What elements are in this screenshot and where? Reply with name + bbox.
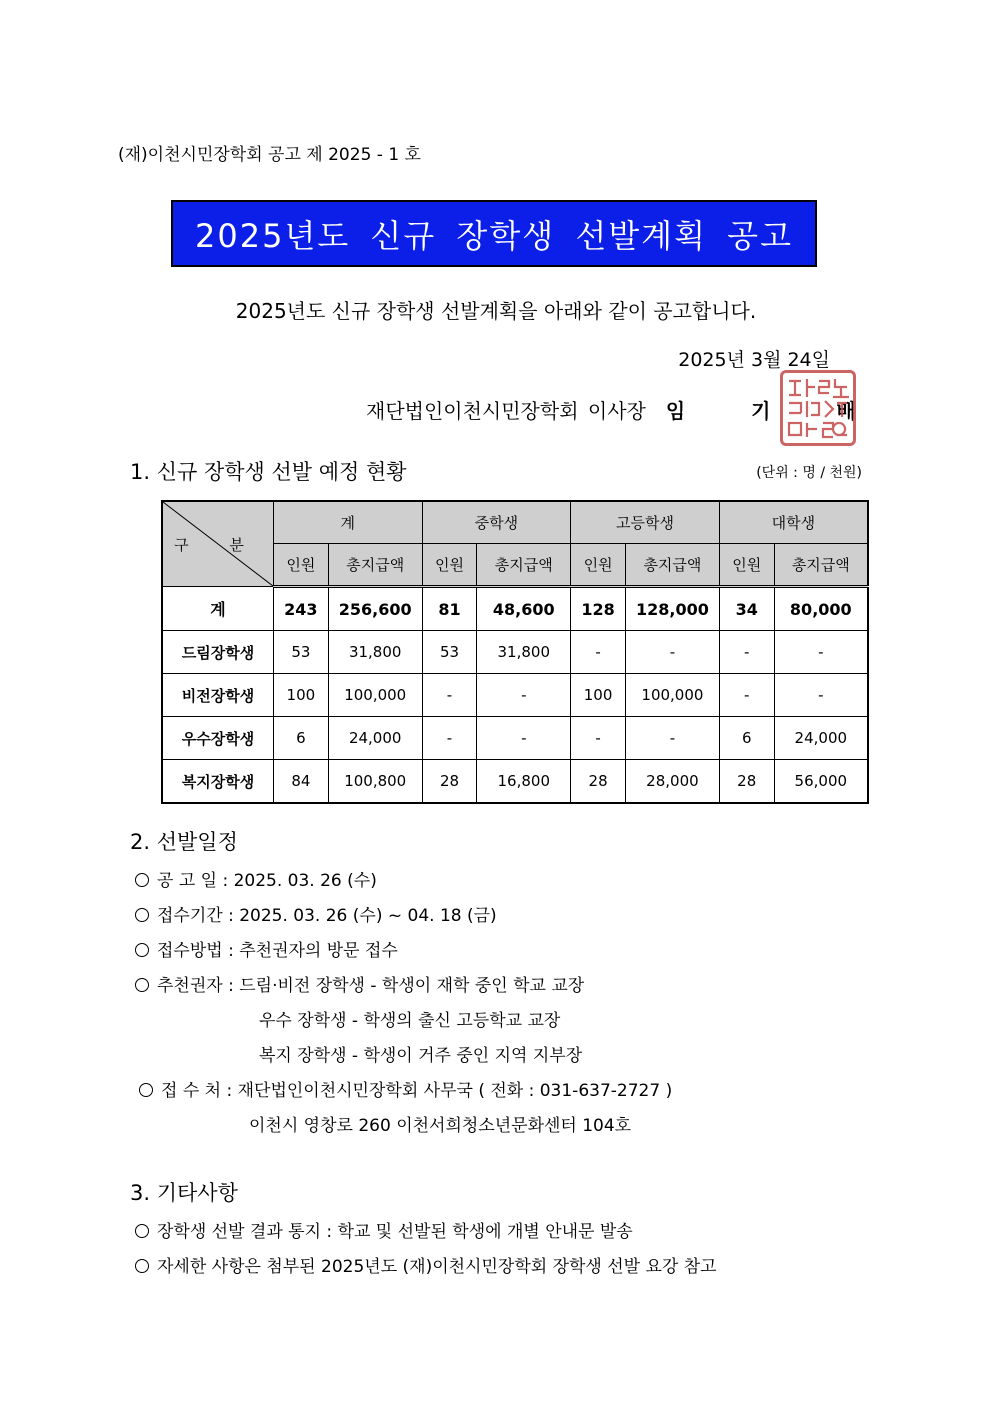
section3-heading: 3. 기타사항 (130, 1181, 238, 1205)
table-row (162, 631, 868, 674)
circle-bullet-icon (135, 1259, 149, 1273)
table-cell: 81 (422, 587, 477, 631)
row-label: 드림장학생 (162, 631, 273, 674)
official-seal-icon (780, 370, 856, 446)
sub-header: 인원 (273, 544, 328, 587)
table-cell: 53 (273, 631, 328, 674)
table-cell: 100 (273, 674, 328, 717)
table-cell: 53 (422, 631, 477, 674)
table-row (162, 674, 868, 717)
table-cell: 100,800 (328, 760, 422, 804)
section1-heading: 1. 신규 장학생 선발 예정 현황 (130, 460, 407, 484)
table-cell: 48,600 (477, 587, 571, 631)
sub-header: 총지급액 (328, 544, 422, 587)
sub-header: 총지급액 (626, 544, 720, 587)
table-cell: 100,000 (626, 674, 720, 717)
schedule-list (135, 864, 672, 1144)
list-item-continuation: 복지 장학생 - 학생이 거주 중인 지역 지부장 (259, 1046, 583, 1066)
section2-heading: 2. 선발일정 (130, 830, 238, 854)
page-title: 2025년도 신규 장학생 선발계획 공고 (171, 200, 817, 267)
table-cell: - (626, 717, 720, 760)
table-row (162, 760, 868, 804)
table-cell: 16,800 (477, 760, 571, 804)
table-cell: 28 (422, 760, 477, 804)
table-cell: - (477, 674, 571, 717)
row-label: 복지장학생 (162, 760, 273, 804)
table-cell: 256,600 (328, 587, 422, 631)
table-cell: 6 (719, 717, 774, 760)
misc-list (135, 1215, 717, 1285)
table-cell: - (719, 631, 774, 674)
table-cell: - (774, 674, 868, 717)
corner-label: 구 분 (174, 535, 262, 554)
table-cell: - (571, 717, 626, 760)
table-cell: 100 (571, 674, 626, 717)
sub-header: 인원 (719, 544, 774, 587)
group-header: 고등학생 (571, 501, 720, 544)
sub-header: 총지급액 (774, 544, 868, 587)
circle-bullet-icon (135, 873, 149, 887)
table-cell: 31,800 (477, 631, 571, 674)
table-cell: 28 (719, 760, 774, 804)
table-cell: - (719, 674, 774, 717)
list-item: 장학생 선발 결과 통지 : 학교 및 선발된 학생에 개별 안내문 발송 (135, 1215, 717, 1250)
table-row (162, 717, 868, 760)
circle-bullet-icon (139, 1083, 153, 1097)
circle-bullet-icon (135, 978, 149, 992)
table-cell: - (422, 674, 477, 717)
intro-text: 2025년도 신규 장학생 선발계획을 아래와 같이 공고합니다. (235, 299, 757, 323)
list-item-continuation: 우수 장학생 - 학생의 출신 고등학교 교장 (259, 1011, 561, 1031)
table-cell: 243 (273, 587, 328, 631)
table-cell: 84 (273, 760, 328, 804)
table-cell: 31,800 (328, 631, 422, 674)
list-item: 접수기간 : 2025. 03. 26 (수) ~ 04. 18 (금) (135, 899, 672, 934)
table-cell: 28,000 (626, 760, 720, 804)
sub-header: 인원 (571, 544, 626, 587)
circle-bullet-icon (135, 943, 149, 957)
scholarship-table (161, 500, 869, 804)
list-item: 추천권자 : 드림·비전 장학생 - 학생이 재학 중인 학교 교장 (135, 969, 672, 1004)
table-cell: - (774, 631, 868, 674)
table-cell: - (422, 717, 477, 760)
unit-label: (단위 : 명 / 천원) (756, 465, 862, 481)
list-item: 공 고 일 : 2025. 03. 26 (수) (135, 864, 672, 899)
table-cell: - (477, 717, 571, 760)
office-address: 이천시 영창로 260 이천서희청소년문화센터 104호 (249, 1116, 632, 1136)
table-cell: 100,000 (328, 674, 422, 717)
notice-date: 2025년 3월 24일 (678, 349, 830, 371)
sub-header: 총지급액 (477, 544, 571, 587)
list-item: 자세한 사항은 첨부된 2025년도 (재)이천시민장학회 장학생 선발 요강 참고 (135, 1250, 717, 1285)
table-cell: 80,000 (774, 587, 868, 631)
group-header: 계 (273, 501, 422, 544)
table-cell: 24,000 (774, 717, 868, 760)
circle-bullet-icon (135, 908, 149, 922)
table-corner-cell (162, 501, 273, 587)
row-label: 계 (162, 587, 273, 631)
sub-header: 인원 (422, 544, 477, 587)
group-header: 대학생 (719, 501, 868, 544)
signer-title: 재단법인이천시민장학회 이사장 (366, 399, 646, 423)
table-row (162, 587, 868, 631)
list-item: 접 수 처 : 재단법인이천시민장학회 사무국 ( 전화 : 031-637-2727 ) (135, 1074, 672, 1109)
table-cell: 24,000 (328, 717, 422, 760)
notice-number: (재)이천시민장학회 공고 제 2025 - 1 호 (118, 145, 421, 165)
table-cell: 28 (571, 760, 626, 804)
table-cell: 6 (273, 717, 328, 760)
signer-name: 임 기 배 (665, 399, 884, 423)
table-cell: - (571, 631, 626, 674)
table-cell: 128 (571, 587, 626, 631)
circle-bullet-icon (135, 1224, 149, 1238)
row-label: 비전장학생 (162, 674, 273, 717)
table-cell: 128,000 (626, 587, 720, 631)
table-cell: 34 (719, 587, 774, 631)
list-item: 접수방법 : 추천권자의 방문 접수 (135, 934, 672, 969)
seal-graphic (783, 373, 853, 443)
table-cell: 56,000 (774, 760, 868, 804)
group-header: 중학생 (422, 501, 571, 544)
table-cell: - (626, 631, 720, 674)
row-label: 우수장학생 (162, 717, 273, 760)
